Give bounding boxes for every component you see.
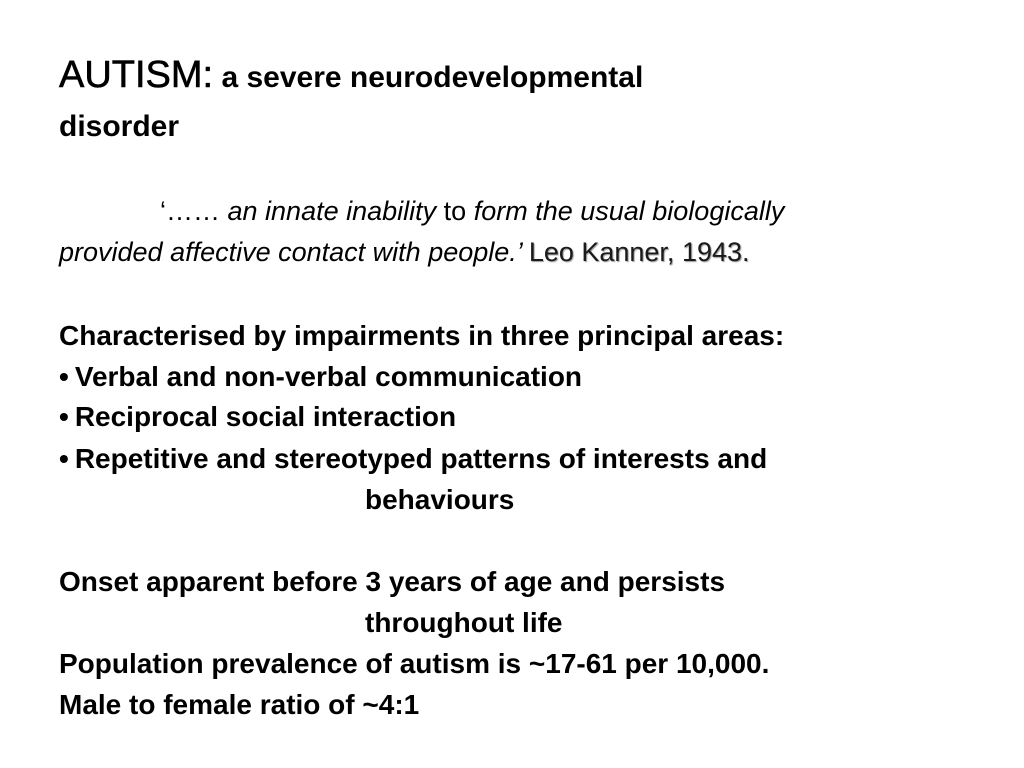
bullet-icon: • [59, 361, 69, 392]
onset-text: Onset apparent before 3 years of age and persists [59, 566, 726, 597]
quote-line-2-text: provided affective contact with people.’ [59, 237, 522, 267]
bullet-continuation: behaviours [365, 484, 515, 515]
quote-part-2: form the usual biologically [473, 196, 785, 226]
bullet-item [59, 403, 456, 431]
onset-continuation: throughout life [365, 607, 563, 638]
title-continuation: disorder [59, 110, 180, 143]
bullet-icon: • [59, 443, 69, 474]
impairments-heading: Characterised by impairments in three principal areas: [59, 320, 785, 351]
quote-open: ‘…… [160, 196, 228, 226]
bullet-text: Reciprocal social interaction [74, 401, 457, 432]
title-main: AUTISM: [59, 54, 214, 96]
bullet-item [59, 445, 767, 473]
bullet-text: Verbal and non-verbal communication [74, 361, 583, 392]
quote-line-2 [59, 239, 750, 266]
quote-part-1: an innate inability [227, 196, 437, 226]
quote-line-1 [160, 198, 784, 225]
bullet-text: Repetitive and stereotyped patterns of interests and [74, 443, 768, 474]
bullet-item [59, 363, 582, 391]
prevalence-text: Population prevalence of autism is ~17-61 per 10,000. [59, 648, 770, 679]
title-subtitle: a severe neurodevelopmental [213, 61, 644, 94]
quote-connector: to [436, 196, 474, 226]
quote-citation: Leo Kanner, 1943. [528, 237, 750, 267]
slide-title [59, 56, 643, 94]
ratio-text: Male to female ratio of ~4:1 [59, 689, 420, 720]
bullet-icon: • [59, 401, 69, 432]
